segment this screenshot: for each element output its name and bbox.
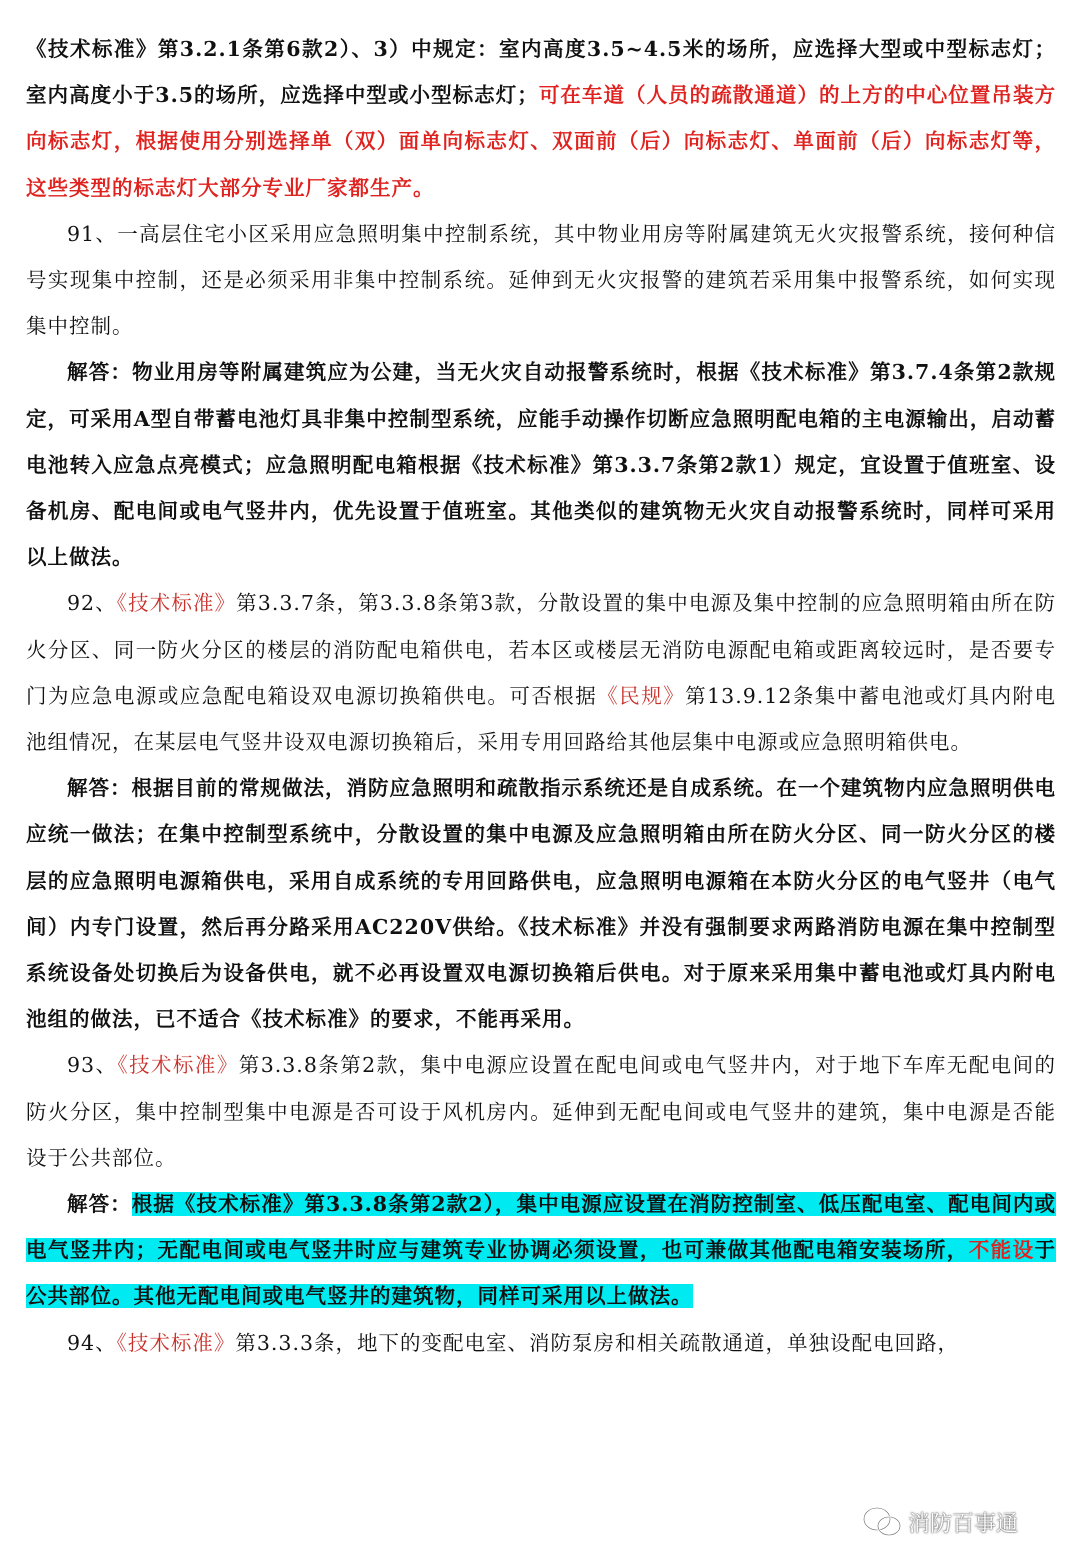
question-94-ref-standard: 《技术标准》 [116, 1330, 236, 1355]
rule-text-emphasis: 可在车道（人员的疏散通道）的上方的中心位置吊装方向标志灯，根据使用分别选择单（双）面单向标志灯、双面前（后）向标志灯、单面前（后）向标志灯等，这些类型的标志灯大部分专业厂家都生产。 [26, 83, 1056, 200]
answer-92 [26, 765, 1056, 1042]
question-91-text: 91、一高层住宅小区采用应急照明集中控制系统，其中物业用房等附属建筑无火灾报警系统，接何种信号实现集中控制，还是必须采用非集中控制系统。延伸到无火灾报警的建筑若采用集中报警系统，如何实现集中控制。 [26, 221, 1056, 339]
answer-93 [26, 1181, 1056, 1320]
answer-93-highlight [26, 1192, 1056, 1308]
answer-92-text: 解答：根据目前的常规做法，消防应急照明和疏散指示系统还是自成系统。在一个建筑物内应急照明供电应统一做法；在集中控制型系统中，分散设置的集中电源及应急照明箱由所在防火分区、同一防火分区的楼层的应急照明电源箱供电，采用自成系统的专用回路供电，应急照明电源箱在本防火分区的电气竖井（电气间）内专门设置，然后再分路采用AC220V供给。《技术标准》并没有强制要求两路消防电源在集中控制型系统设备处切换后为设备供电，就不必再设置双电源切换箱后供电。对于原来采用集中蓄电池或灯具内附电池组的做法，已不适合《技术标准》的要求，不能再采用。 [26, 776, 1056, 1032]
document-page [26, 26, 1056, 1366]
rule-text: 《技术标准》第3.2.1条第6款2）、3）中规定：室内高度3.5~4.5米的场所，应选择大型或中型标志灯；室内高度小于3.5的场所，应选择中型或小型标志灯； [26, 37, 1056, 108]
question-92-text: 第3.3.7条，第3.3.8条第3款，分散设置的集中电源及集中控制的应急照明箱由所在防火分区、同一防火分区的楼层的消防配电箱供电，若本区或楼层无消防电源配电箱或距离较远时，是否要专门为应急电源或应急配电箱设双电源切换箱供电。可否根据 [26, 591, 1057, 708]
answer-91-text: 解答：物业用房等附属建筑应为公建，当无火灾自动报警系统时，根据《技术标准》第3.7.4条第2款规定，可采用A型自带蓄电池灯具非集中控制型系统，应能手动操作切断应急照明配电箱的主电源输出，启动蓄电池转入应急点亮模式；应急照明配电箱根据《技术标准》第3.3.7条第2款1）规定，宜设置于值班室、设备机房、配电间或电气竖井内，优先设置于值班室。其他类似的建筑物无火灾自动报警系统时，同样可采用以上做法。 [26, 360, 1056, 570]
watermark-text: 消防百事通 [908, 1511, 1019, 1537]
question-92-number: 92、 [67, 591, 117, 616]
question-92-ref-standard: 《技术标准》 [116, 591, 237, 616]
answer-93-highlight-part2: 于公共部位。其他无配电间或电气竖井的建筑物，同样可采用以上做法。 [26, 1238, 1057, 1309]
question-92 [26, 580, 1056, 765]
answer-93-highlight-part1: 根据《技术标准》第3.3.8条第2款2），集中电源应设置在消防控制室、低压配电室、配电间内或电气竖井内；无配电间或电气竖井时应与建筑专业协调必须设置，也可兼做其他配电箱安装场所， [26, 1192, 1056, 1263]
paragraph-standard-rule [26, 26, 1056, 211]
question-92-ref-minggui: 《民规》 [597, 683, 686, 708]
wechat-icon [862, 1505, 902, 1539]
question-94-text: 第3.3.3条，地下的变配电室、消防泵房和相关疏散通道，单独设配电回路， [235, 1330, 960, 1355]
question-94-number: 94、 [67, 1330, 117, 1355]
question-92-tail: 第13.9.12条集中蓄电池或灯具内附电池组情况，在某层电气竖井设双电源切换箱后，采用专用回路给其他层集中电源或应急照明箱供电。 [26, 683, 1057, 755]
watermark [862, 1500, 1072, 1544]
answer-93-label: 解答： [67, 1192, 132, 1217]
question-93-text: 第3.3.8条第2款，集中电源应设置在配电间或电气竖井内，对于地下车库无配电间的防火分区，集中控制型集中电源是否可设于风机房内。延伸到无配电间或电气竖井的建筑，集中电源是否能设于公共部位。 [26, 1053, 1057, 1170]
answer-91 [26, 349, 1056, 580]
question-91 [26, 211, 1056, 350]
question-93 [26, 1042, 1056, 1181]
question-93-number: 93、 [67, 1053, 118, 1078]
question-94 [26, 1320, 1056, 1366]
question-93-ref-standard: 《技术标准》 [117, 1053, 239, 1078]
answer-93-highlight-red: 不能设 [968, 1238, 1035, 1263]
